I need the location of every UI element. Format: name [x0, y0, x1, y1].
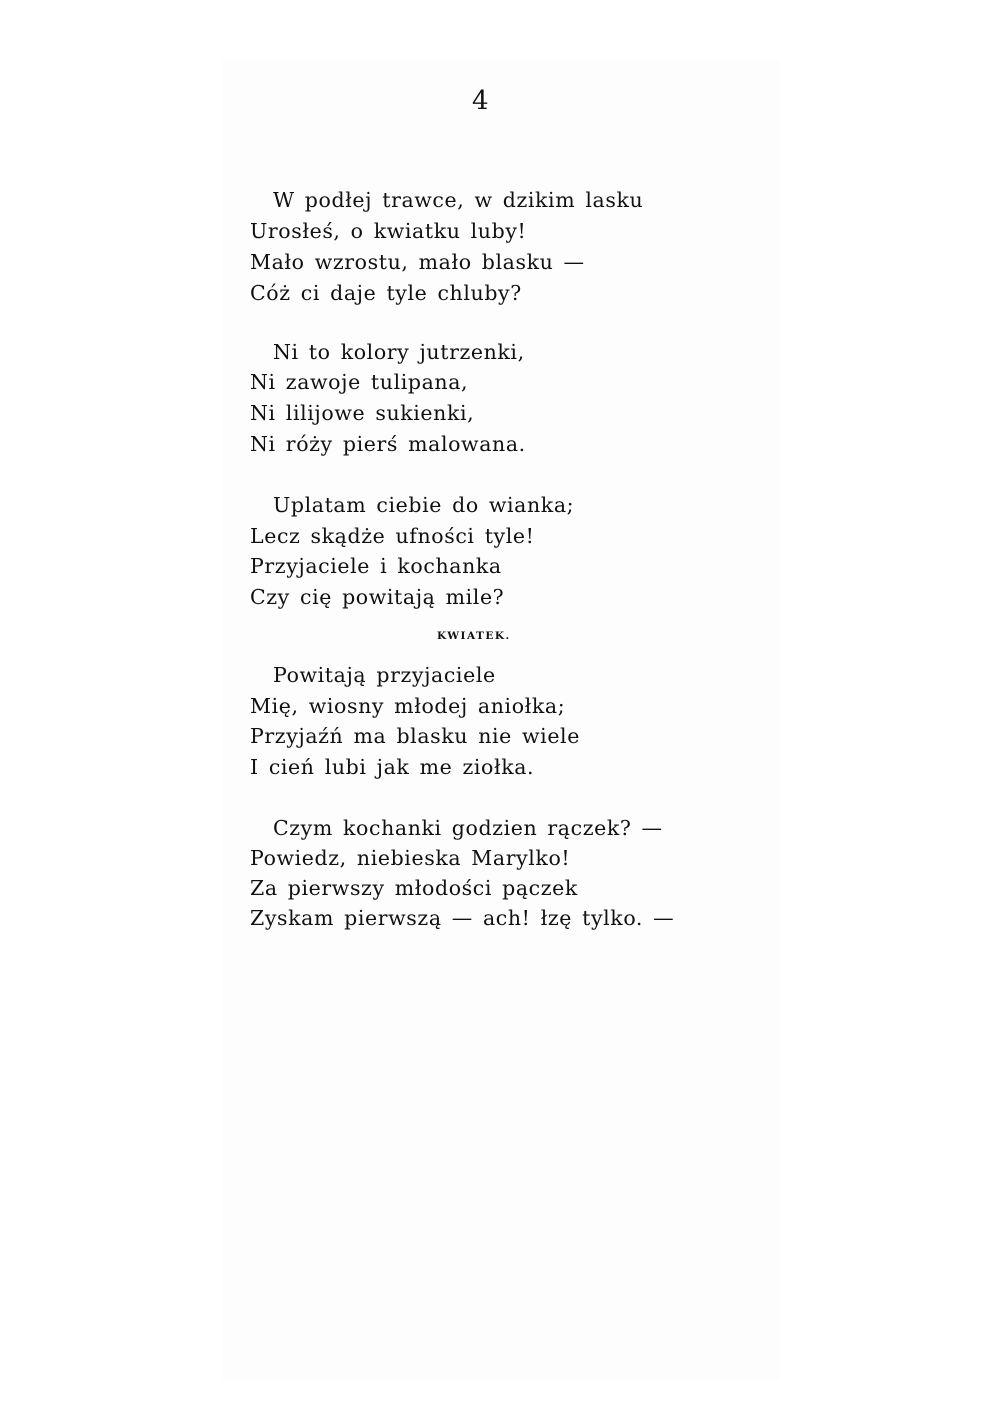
verse-line: Za pierwszy młodości pączek — [250, 876, 578, 900]
verse-line: Ni to kolory jutrzenki, — [273, 340, 525, 364]
verse-line: Czy cię powitają mile? — [250, 585, 505, 609]
verse-line: Lecz skądże ufności tyle! — [250, 524, 535, 548]
verse-line: Urosłeś, o kwiatku luby! — [250, 219, 527, 243]
verse-line: Uplatam ciebie do wianka; — [273, 493, 575, 517]
verse-line: Ni zawoje tulipana, — [250, 370, 469, 394]
speaker-heading: KWIATEK. — [437, 630, 511, 642]
verse-line: Powitają przyjaciele — [273, 663, 496, 687]
verse-line: Mało wzrostu, mało blasku — — [250, 250, 585, 274]
page-number: 4 — [472, 86, 489, 116]
verse-line: Mię, wiosny młodej aniołka; — [250, 694, 566, 718]
verse-line: Przyjaciele i kochanka — [250, 554, 502, 578]
verse-line: I cień lubi jak me ziołka. — [250, 755, 535, 779]
verse-line: Ni lilijowe sukienki, — [250, 401, 475, 425]
verse-line: Przyjaźń ma blasku nie wiele — [250, 724, 580, 748]
verse-line: Zyskam pierwszą — ach! łzę tylko. — — [250, 906, 675, 930]
verse-line: Ni róży pierś malowana. — [250, 432, 526, 456]
verse-line: Czym kochanki godzien rączek? — — [273, 816, 663, 840]
verse-line: W podłej trawce, w dzikim lasku — [273, 188, 644, 212]
verse-line: Powiedz, niebieska Marylko! — [250, 846, 571, 870]
verse-line: Cóż ci daje tyle chluby? — [250, 281, 522, 305]
